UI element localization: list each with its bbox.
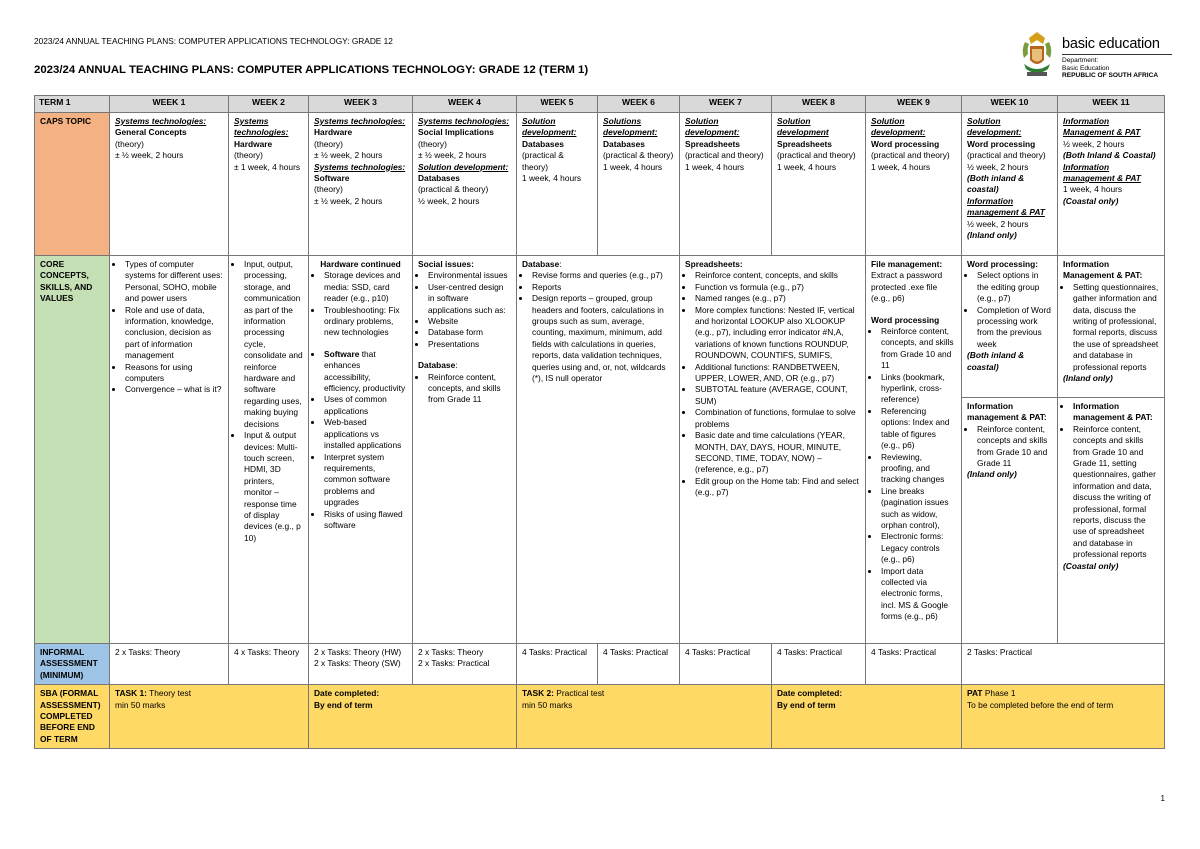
- header-week-2: WEEK 2: [229, 96, 309, 113]
- header-week-3: WEEK 3: [309, 96, 413, 113]
- header-row: [35, 96, 1165, 113]
- caps-week-4: Systems technologies: Social Implications (theory) ± ½ week, 2 hours Solution development: Databases (practical & theory) ½ week, 2 hours: [413, 113, 517, 256]
- caps-week-7: Solution development: Spreadsheets (practical and theory) 1 week, 4 hours: [680, 113, 772, 256]
- header-week-10: WEEK 10: [962, 96, 1058, 113]
- core-week-3: Hardware continued • Storage devices and media: SSD, card reader (e.g., p10) • Troubleshooting: Fix ordinary problems, new technologies • Software that enhances accessibility, efficiency, productivity • Uses of common applications • Web-based applications vs installed applications • Interpret system requirements, common software problems and upgrades • Risks of using flawed software: [309, 256, 413, 644]
- header-week-7: WEEK 7: [680, 96, 772, 113]
- logo-department-name: Basic Education: [1062, 64, 1110, 72]
- header-week-5: WEEK 5: [517, 96, 598, 113]
- header-week-4: WEEK 4: [413, 96, 517, 113]
- informal-assessment-label: INFORMAL ASSESSMENT (MINIMUM): [35, 644, 110, 685]
- logo-country: REPUBLIC OF SOUTH AFRICA: [1062, 72, 1159, 80]
- dbe-logo: [1019, 30, 1169, 82]
- caps-topic-label: CAPS TOPIC: [35, 113, 110, 256]
- informal-week-8: 4 Tasks: Practical: [772, 644, 866, 685]
- informal-week-10-11: 2 Tasks: Practical: [962, 644, 1165, 685]
- caps-week-9: Solution development: Word processing (practical and theory) 1 week, 4 hours: [866, 113, 962, 256]
- header-week-9: WEEK 9: [866, 96, 962, 113]
- informal-week-1: 2 x Tasks: Theory: [110, 644, 229, 685]
- core-concepts-row: [35, 256, 1165, 398]
- caps-week-2: Systems technologies: Hardware (theory) ± 1 week, 4 hours: [229, 113, 309, 256]
- informal-week-9: 4 Tasks: Practical: [866, 644, 962, 685]
- logo-department-label: Department:: [1062, 57, 1099, 64]
- caps-topic-row: [35, 113, 1165, 256]
- header-week-11: WEEK 11: [1058, 96, 1165, 113]
- sba-date-1: Date completed: By end of term: [309, 685, 517, 749]
- core-week-10-top: Word processing: • Select options in the editing group (e.g., p7) • Completion of Word processing work from the previous week (Both inland & coastal): [962, 256, 1058, 398]
- informal-week-4: 2 x Tasks: Theory 2 x Tasks: Practical: [413, 644, 517, 685]
- core-week-9: File management: Extract a password protected .exe file (e.g., p6) Word processing • Reinforce content, concepts, and skills from Grade 10 and 11 • Links (bookmark, hyperlink, cross-reference) • Referencing options: Index and table of figures (e.g., p6) • Reviewing, proofing, and tracking changes • Line breaks (pagination issues such as widow, orphan control), • Electronic forms: Legacy controls (e.g., p6) • Import data collected via electronic forms, incl. MS & Google forms (e.g., p6): [866, 256, 962, 644]
- core-week-5-6: Database: • Revise forms and queries (e.g., p7) • Reports • Design reports – grouped, group headers and footers, calculations in groups such as sum, average, counting, maximum, minimum, add fields with calculations in queries, reports, data validation techniques, queries using and, or, not, wildcards (*), IS null operator: [517, 256, 680, 644]
- header-week-6: WEEK 6: [598, 96, 680, 113]
- caps-week-8: Solution development Spreadsheets (practical and theory) 1 week, 4 hours: [772, 113, 866, 256]
- page-number: 1: [1160, 794, 1165, 803]
- core-week-1: • Types of computer systems for different uses: Personal, SOHO, mobile and power users • Role and use of data, information, knowledge, conclusion, decision as part of information management • Reasons for using computers • Convergence – what is it?: [110, 256, 229, 644]
- caps-week-5: Solution development: Databases (practical & theory) 1 week, 4 hours: [517, 113, 598, 256]
- document-title: 2023/24 ANNUAL TEACHING PLANS: COMPUTER APPLICATIONS TECHNOLOGY: GRADE 12 (TERM 1): [34, 64, 589, 76]
- header-week-8: WEEK 8: [772, 96, 866, 113]
- core-concepts-label: CORE CONCEPTS, SKILLS, AND VALUES: [35, 256, 110, 644]
- core-week-2: • Input, output, processing, storage, and communication as part of the information processing cycle, consolidate and reinforce hardware and software regarding uses, making buying decisions • Input & output devices: Multi-touch screen, HDMI, 3D printers, monitor – response time of display devices (e.g., p 10): [229, 256, 309, 644]
- caps-week-3: Systems technologies: Hardware (theory) ± ½ week, 2 hours Systems technologies: Software (theory) ± ½ week, 2 hours: [309, 113, 413, 256]
- caps-week-6: Solutions development: Databases (practical & theory) 1 week, 4 hours: [598, 113, 680, 256]
- sba-date-2: Date completed: By end of term: [772, 685, 962, 749]
- logo-name: basic education: [1062, 36, 1172, 55]
- informal-assessment-row: [35, 644, 1165, 685]
- core-week-10-bottom: Information management & PAT: • Reinforce content, concepts and skills from Grade 10 and Grade 11 (Inland only): [962, 398, 1058, 644]
- sba-label: SBA (FORMAL ASSESSMENT) COMPLETED BEFORE END OF TERM: [35, 685, 110, 749]
- core-week-7-8: Spreadsheets: • Reinforce content, concepts, and skills • Function vs formula (e.g., p7) • Named ranges (e.g., p7) • More complex functions: Nested IF, vertical and horizontal LOOKUP also XLOOKUP (e.g., p7), including error indicator #N,A, variations of known functions ROUNDUP, ROUNDOWN, COUNTIFS, SUMIFS, • Additional functions: RANDBETWEEN, UPPER, LOWER, AND, OR (e.g., p7) • SUBTOTAL feature (AVERAGE, COUNT, SUM) • Combination of functions, formulae to solve problems • Basic date and time calculations (YEAR, MONTH, DAY, DAYS, HOUR, MINUTE, SECOND, TIME, TODAY, NOW) – (reference, e.g., p7) • Edit group on the Home tab: Find and select (e.g., p7): [680, 256, 866, 644]
- sba-row: [35, 685, 1165, 749]
- informal-week-7: 4 Tasks: Practical: [680, 644, 772, 685]
- informal-week-2: 4 x Tasks: Theory: [229, 644, 309, 685]
- core-week-11-bottom: • Information management & PAT: • Reinforce content, concepts and skills from Grade 10 and Grade 11, setting questionnaires, gather information and data, discuss the writing of professional, formal reports, discuss the use of spreadsheet and database in professional reports (Coastal only): [1058, 398, 1165, 644]
- header-week-1: WEEK 1: [110, 96, 229, 113]
- teaching-plan-table: [34, 95, 1165, 749]
- coat-of-arms-icon: [1019, 30, 1055, 80]
- header-term: TERM 1: [35, 96, 110, 113]
- sba-task-2: TASK 2: Practical test min 50 marks: [517, 685, 772, 749]
- informal-week-6: 4 Tasks: Practical: [598, 644, 680, 685]
- sba-task-1: TASK 1: Theory test min 50 marks: [110, 685, 309, 749]
- caps-week-11: Information Management & PAT ½ week, 2 hours (Both Inland & Coastal) Information management & PAT 1 week, 4 hours (Coastal only): [1058, 113, 1165, 256]
- core-week-11-top: Information Management & PAT: • Setting questionnaires, gather information and data, discuss the writing of professional, formal reports, discuss the use of spreadsheet and database in professional reports (Inland only): [1058, 256, 1165, 398]
- running-header: 2023/24 ANNUAL TEACHING PLANS: COMPUTER APPLICATIONS TECHNOLOGY: GRADE 12: [34, 36, 393, 46]
- caps-week-10: Solution development: Word processing (practical and theory) ½ week, 2 hours (Both inland & coastal) Information management & PAT ½ week, 2 hours (Inland only): [962, 113, 1058, 256]
- caps-week-1: Systems technologies: General Concepts (theory) ± ½ week, 2 hours: [110, 113, 229, 256]
- informal-week-5: 4 Tasks: Practical: [517, 644, 598, 685]
- core-week-4: Social issues: • Environmental issues • User-centred design in software applications such as: • Website • Database form • Presentations Database: • Reinforce content, concepts, and skills from Grade 11: [413, 256, 517, 644]
- informal-week-3: 2 x Tasks: Theory (HW) 2 x Tasks: Theory (SW): [309, 644, 413, 685]
- sba-pat: PAT Phase 1 To be completed before the end of term: [962, 685, 1165, 749]
